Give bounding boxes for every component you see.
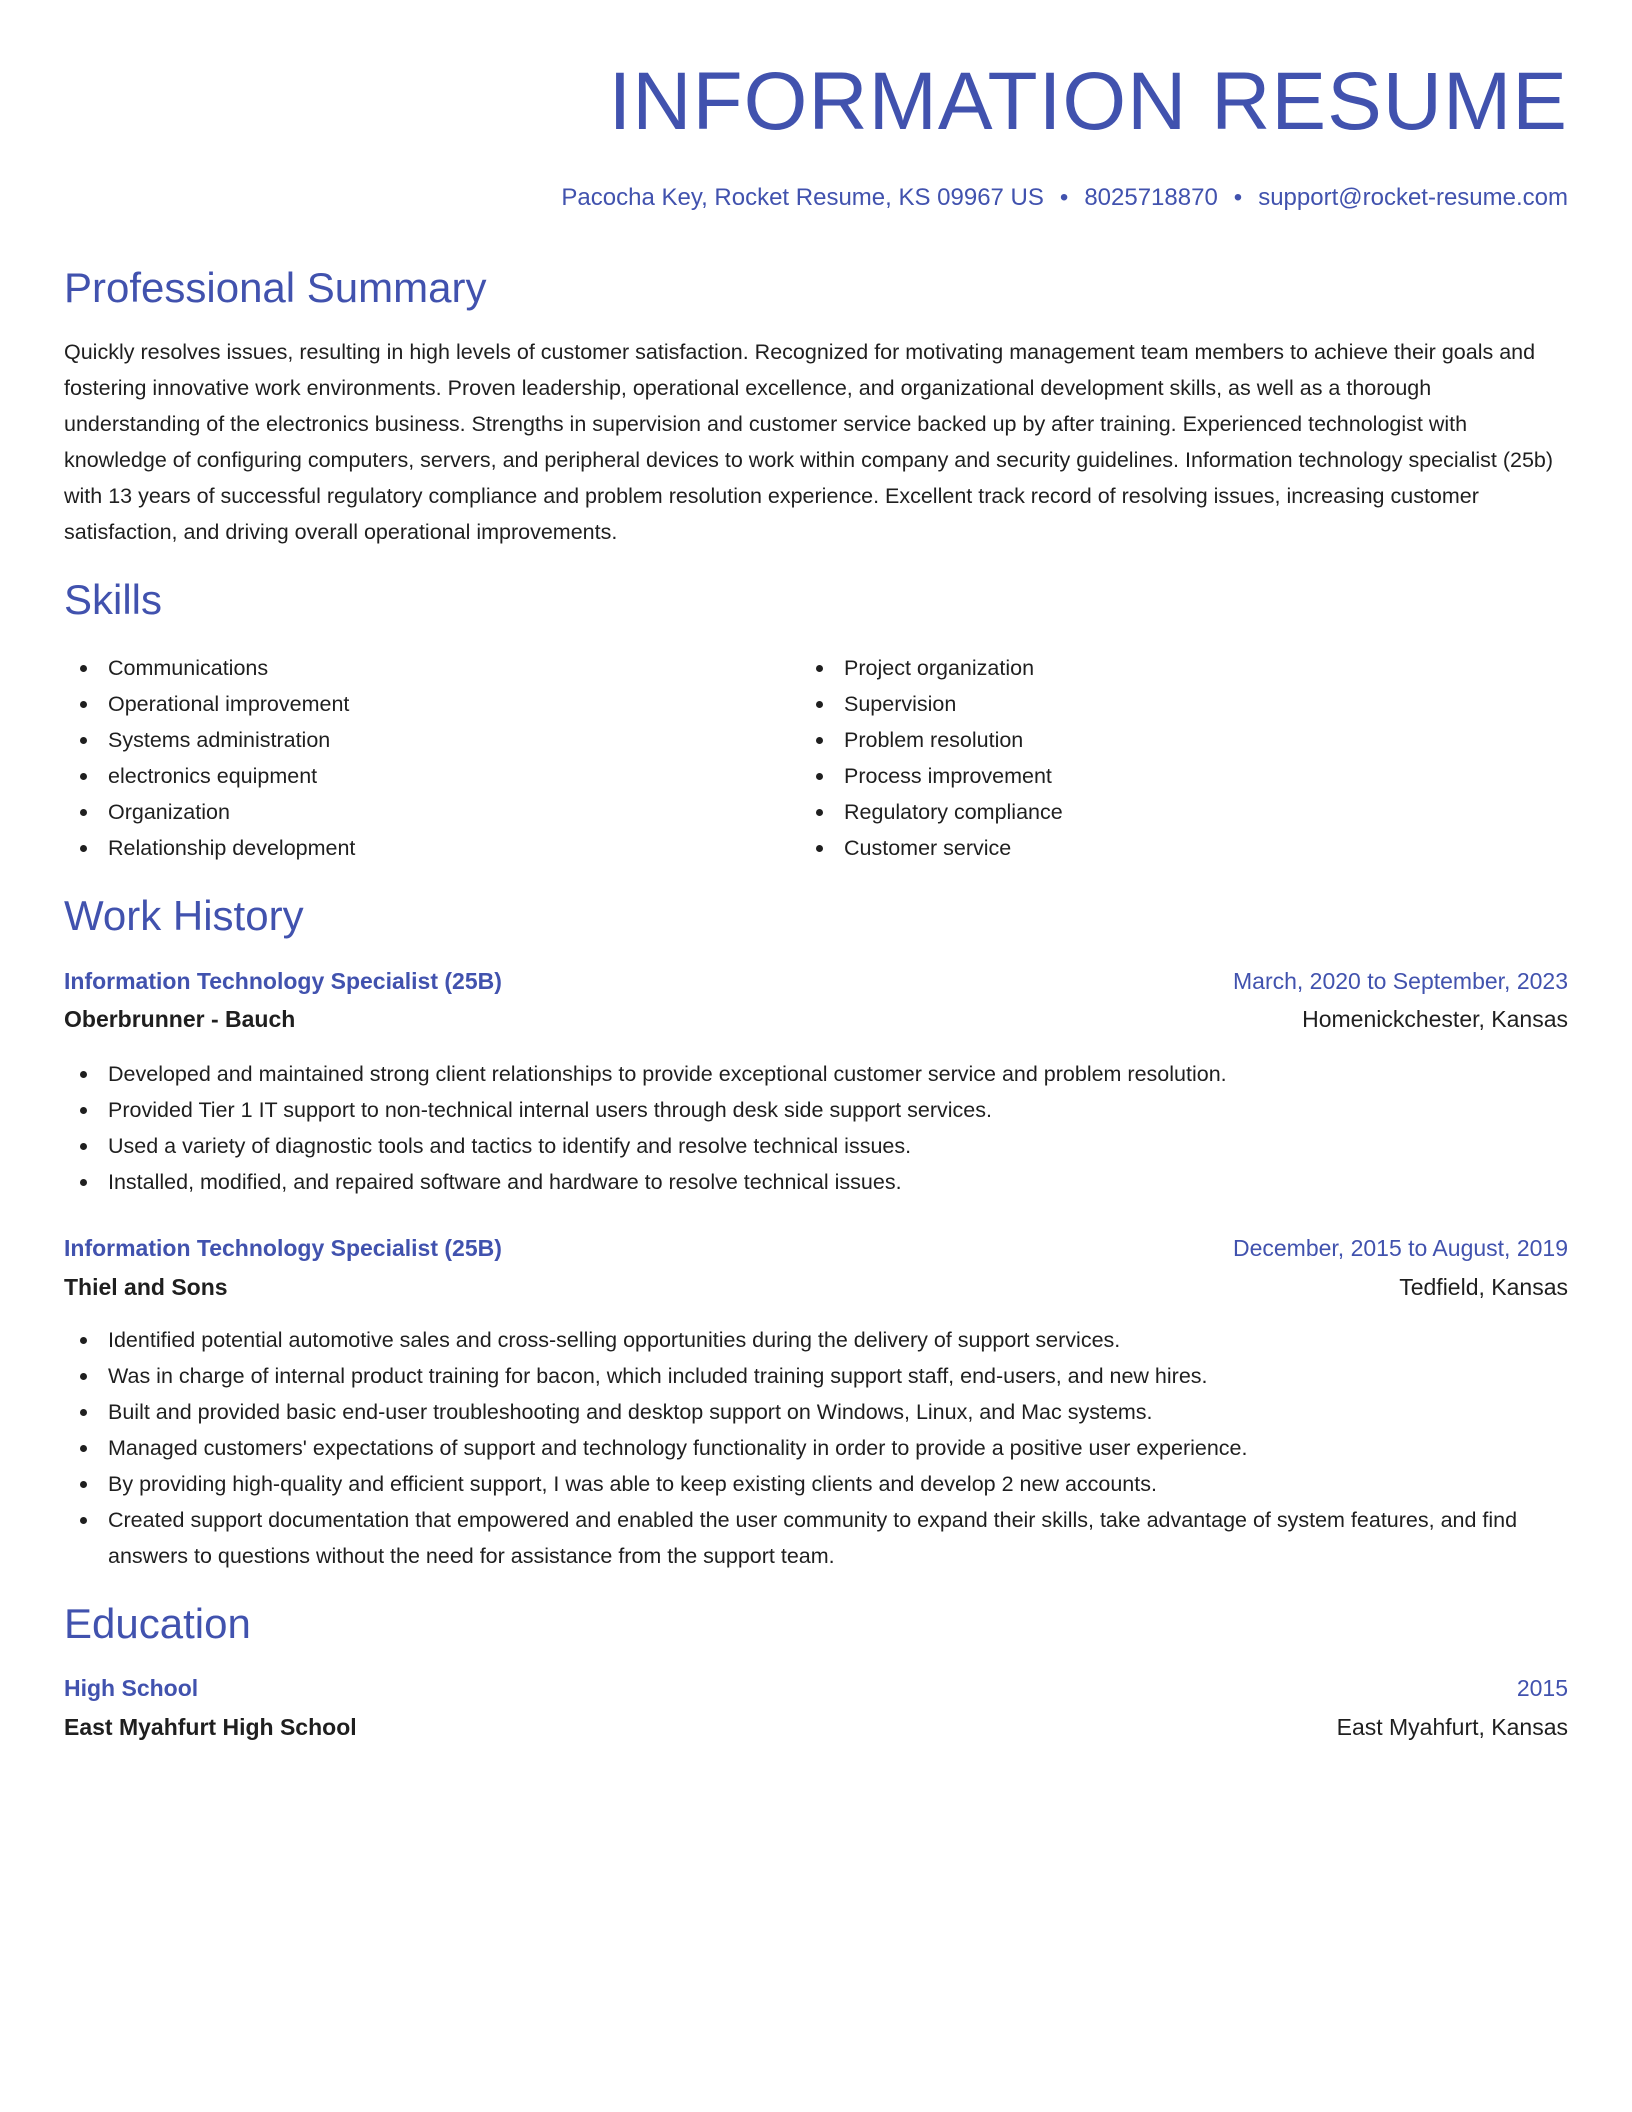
job-bullet: Developed and maintained strong client relationships to provide exceptional customer service and problem resolution. [64,1056,1568,1092]
job-bullet: Was in charge of internal product training for bacon, which included training support staff, end-users, and new hires. [64,1358,1568,1394]
education-degree: High School [64,1675,199,1701]
job-bullet: Provided Tier 1 IT support to non-technical internal users through desk side support services. [64,1092,1568,1128]
skill-item: Communications [64,650,764,686]
job-subheader [64,1269,1568,1305]
skill-item: Regulatory compliance [800,794,1500,830]
skill-item: Process improvement [800,758,1500,794]
job-role: Information Technology Specialist (25B) [64,968,502,994]
section-title-skills: Skills [64,576,163,623]
job-dates: March, 2020 to September, 2023 [1233,968,1568,994]
job-subheader [64,1001,1568,1037]
job-role: Information Technology Specialist (25B) [64,1235,502,1261]
skill-item: Project organization [800,650,1500,686]
job-bullet: Identified potential automotive sales and cross-selling opportunities during the delivery of support services. [64,1322,1568,1358]
skills-list-right [800,650,1500,866]
section-title-summary: Professional Summary [64,264,487,311]
job-company: Oberbrunner - Bauch [64,1006,296,1032]
job-header [64,1230,1568,1266]
skill-item: Problem resolution [800,722,1500,758]
job-header [64,963,1568,999]
resume-name: INFORMATION RESUME [608,56,1568,147]
job-bullet: By providing high-quality and efficient support, I was able to keep existing clients and develop 2 new accounts. [64,1466,1568,1502]
contact-address: Pacocha Key, Rocket Resume, KS 09967 US [561,184,1044,211]
contact-line [561,180,1568,216]
separator-dot: • [1233,184,1243,211]
education-year: 2015 [1516,1675,1568,1701]
job-location: Tedfield, Kansas [1399,1274,1568,1300]
separator-dot: • [1059,184,1069,211]
section-title-work-history: Work History [64,892,304,939]
contact-email: support@rocket-resume.com [1258,184,1568,211]
skills-list-left [64,650,764,866]
skill-item: electronics equipment [64,758,764,794]
job-bullet: Used a variety of diagnostic tools and tactics to identify and resolve technical issues. [64,1128,1568,1164]
education-location: East Myahfurt, Kansas [1336,1714,1568,1740]
contact-phone: 8025718870 [1084,184,1218,211]
skill-item: Operational improvement [64,686,764,722]
skill-item: Relationship development [64,830,764,866]
job-company: Thiel and Sons [64,1274,228,1300]
skill-item: Supervision [800,686,1500,722]
job-bullet: Created support documentation that empowered and enabled the user community to expand their skills, take advantage of system features, and find answers to questions without the need for assistance from the support team. [64,1502,1568,1574]
skill-item: Systems administration [64,722,764,758]
job-dates: December, 2015 to August, 2019 [1232,1235,1568,1261]
job-bullet: Installed, modified, and repaired software and hardware to resolve technical issues. [64,1164,1568,1200]
skill-item: Customer service [800,830,1500,866]
job-location: Homenickchester, Kansas [1302,1006,1568,1032]
job-bullet: Built and provided basic end-user troubleshooting and desktop support on Windows, Linux, and Mac systems. [64,1394,1568,1430]
skill-item: Organization [64,794,764,830]
summary-text: Quickly resolves issues, resulting in high levels of customer satisfaction. Recognized for motivating management team members to achieve their goals and fostering innovative work environments. Proven leadership, operational excellence, and organizational development skills, as well as a thorough understanding of the electronics business. Strengths in supervision and customer service backed up by after training. Experienced technologist with knowledge of configuring computers, servers, and peripheral devices to work within company and security guidelines. Information technology specialist (25b) with 13 years of successful regulatory compliance and problem resolution experience. Excellent track record of resolving issues, increasing customer satisfaction, and driving overall operational improvements. [64,340,1554,544]
job-bullet: Managed customers' expectations of support and technology functionality in order to provide a positive user experience. [64,1430,1568,1466]
section-title-education: Education [64,1600,251,1647]
education-school: East Myahfurt High School [64,1714,357,1740]
education-subheader [64,1709,1568,1745]
education-header [64,1670,1568,1706]
job-bullets [64,1322,1568,1574]
job-bullets [64,1056,1568,1200]
